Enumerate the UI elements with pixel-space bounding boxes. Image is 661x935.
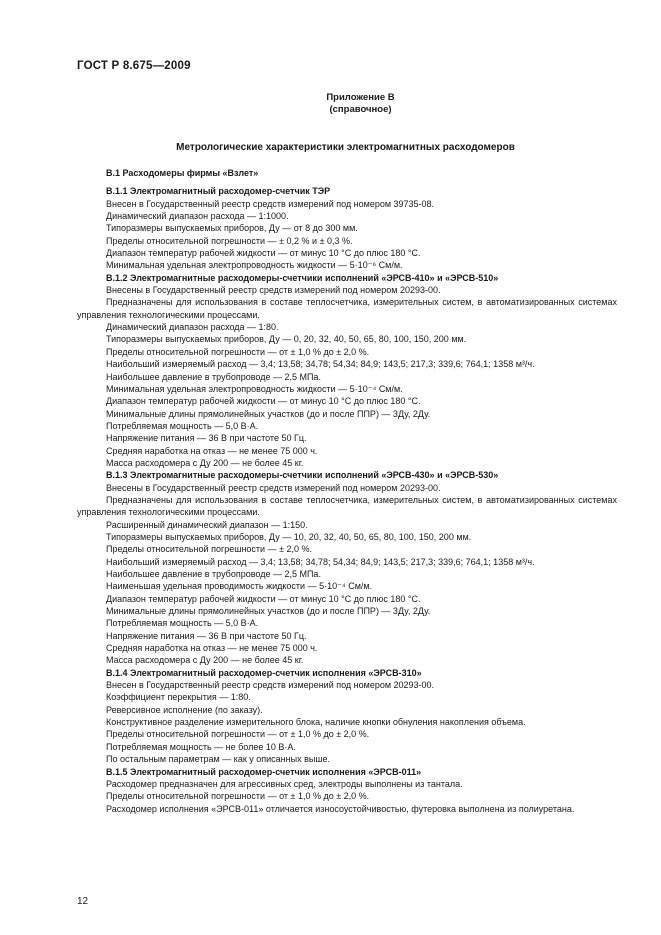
paragraph: Внесен в Государственный реестр средств измерений под номером 39735-08. — [106, 198, 435, 209]
paragraph: Пределы относительной погрешности — от ± 1,0 % до ± 2,0 %. — [106, 729, 370, 740]
paragraph: Предназначены для использования в составе теплосчетчика, измерительных систем, в автоматизированных системах управления технологическими процессами. — [77, 494, 617, 518]
paragraph: Внесен в Государственный реестр средств измерений под номером 20293-00. — [106, 680, 435, 691]
paragraph: Минимальные длины прямолинейных участков (до и после ППР) — 3Ду, 2Ду. — [106, 408, 431, 419]
paragraph: Наибольший измеряемый расход — 3,4; 13,58; 34,78; 54,34; 84,9; 143,5; 217,3; 339,6; 764,1; 1358 м³/ч. — [106, 359, 535, 370]
paragraph: Минимальные длины прямолинейных участков (до и после ППР) — 3Ду, 2Ду. — [106, 606, 431, 617]
paragraph: Динамический диапазон расхода — 1:1000. — [106, 211, 289, 222]
paragraph: Типоразмеры выпускаемых приборов, Ду — 10, 20, 32, 40, 50, 65, 80, 100, 150, 200 мм. — [106, 531, 472, 542]
paragraph: Потребляемая мощность — 5,0 В·А. — [106, 420, 259, 431]
page-number: 12 — [77, 896, 89, 907]
paragraph: Средняя наработка на отказ — не менее 75 000 ч. — [106, 445, 318, 456]
paragraph: Конструктивное разделение измерительного блока, наличие кнопки обнуления накопления объема. — [106, 717, 526, 728]
paragraph: Минимальная удельная электропроводность жидкости — 5·10⁻⁴ См/м. — [106, 383, 403, 394]
paragraph: По остальным параметрам — как у описанных выше. — [106, 754, 331, 765]
paragraph: Диапазон температур рабочей жидкости — от минус 10 °С до плюс 180 °С. — [106, 593, 421, 604]
section-heading: В.1.3 Электромагнитные расходомеры-счетчики исполнений «ЭРСВ-430» и «ЭРСВ-530» — [106, 470, 499, 481]
section-title: Метрологические характеристики электромагнитных расходомеров — [176, 142, 515, 153]
paragraph: Внесены в Государственный реестр средств измерений под номером 20293-00. — [106, 285, 441, 296]
appendix-subtitle: (справочное) — [329, 104, 392, 115]
paragraph: Пределы относительной погрешности — от ± 1,0 % до ± 2,0 %. — [106, 791, 370, 802]
paragraph: Минимальная удельная электропроводность жидкости — 5·10⁻⁶ См/м. — [106, 260, 403, 271]
paragraph: Пределы относительной погрешности — от ± 1,0 % до ± 2,0 %. — [106, 346, 370, 357]
appendix-title: Приложение В — [326, 92, 395, 103]
paragraph: Напряжение питания — 36 В при частоте 50 Гц. — [106, 630, 307, 641]
appendix-heading — [0, 92, 661, 116]
paragraph: Наибольшее давление в трубопроводе — 2,5 МПа. — [106, 371, 321, 382]
paragraph: Типоразмеры выпускаемых приборов, Ду — от 8 до 300 мм. — [106, 223, 358, 234]
section-heading: В.1.4 Электромагнитный расходомер-счетчик исполнения «ЭРСВ-310» — [106, 667, 422, 678]
paragraph: Масса расходомера с Ду 200 — не более 45 кг. — [106, 457, 304, 468]
paragraph: Наибольшее давление в трубопроводе — 2,5 МПа. — [106, 569, 321, 579]
paragraph: Средняя наработка на отказ — не менее 75 000 ч. — [106, 643, 318, 654]
paragraph: Расширенный динамический диапазон — 1:150. — [106, 519, 308, 530]
section-heading: В.1 Расходомеры фирмы «Взлет» — [106, 168, 259, 178]
paragraph: Реверсивное исполнение (по заказу). — [106, 704, 263, 715]
paragraph: Напряжение питания — 36 В при частоте 50 Гц. — [106, 433, 307, 444]
paragraph: Внесены в Государственный реестр средств измерений под номером 20293-00. — [106, 482, 441, 493]
paragraph: Пределы относительной погрешности — ± 0,2 % и ± 0,3 %. — [106, 235, 353, 246]
paragraph: Диапазон температур рабочей жидкости — от минус 10 °С до плюс 180 °С. — [106, 248, 421, 259]
paragraph: Динамический диапазон расхода — 1:80. — [106, 322, 279, 333]
paragraph: Предназначены для использования в составе теплосчетчика, измерительных систем, в автоматизированных системах управления технологическими процессами. — [77, 297, 617, 320]
document-body — [77, 167, 617, 815]
section-heading: В.1.1 Электромагнитный расходомер-счетчик ТЭР — [106, 186, 331, 197]
paragraph: Расходомер исполнения «ЭРСВ-011» отличается износоустойчивостью, футеровка выполнена из полиуретана. — [106, 803, 575, 814]
paragraph: Потребляемая мощность — не более 10 В·А. — [106, 741, 296, 752]
paragraph: Пределы относительной погрешности — ± 2,0 %. — [106, 544, 313, 555]
paragraph: Потребляемая мощность — 5,0 В·А. — [106, 618, 259, 629]
paragraph: Наибольший измеряемый расход — 3,4; 13,58; 34,78; 54,34; 84,9; 143,5; 217,3; 339,6; 764,1; 1358 м³/ч. — [106, 556, 535, 567]
paragraph: Коэффициент перекрытия — 1:80. — [106, 692, 251, 703]
paragraph: Масса расходомера с Ду 200 — не более 45 кг. — [106, 655, 304, 666]
paragraph: Расходомер предназначен для агрессивных сред, электроды выполнены из тантала. — [106, 778, 463, 789]
paragraph: Наименьшая удельная проводимость жидкости — 5·10⁻⁴ См/м. — [106, 581, 373, 592]
section-heading: В.1.5 Электромагнитный расходомер-счетчик исполнения «ЭРСВ-011» — [106, 766, 422, 777]
section-heading: В.1.2 Электромагнитные расходомеры-счетчики исполнений «ЭРСВ-410» и «ЭРСВ-510» — [106, 272, 499, 283]
paragraph: Диапазон температур рабочей жидкости — от минус 10 °С до плюс 180 °С. — [106, 396, 421, 407]
paragraph: Типоразмеры выпускаемых приборов, Ду — 0, 20, 32, 40, 50, 65, 80, 100, 150, 200 мм. — [106, 334, 467, 345]
document-header: ГОСТ Р 8.675—2009 — [77, 60, 191, 72]
